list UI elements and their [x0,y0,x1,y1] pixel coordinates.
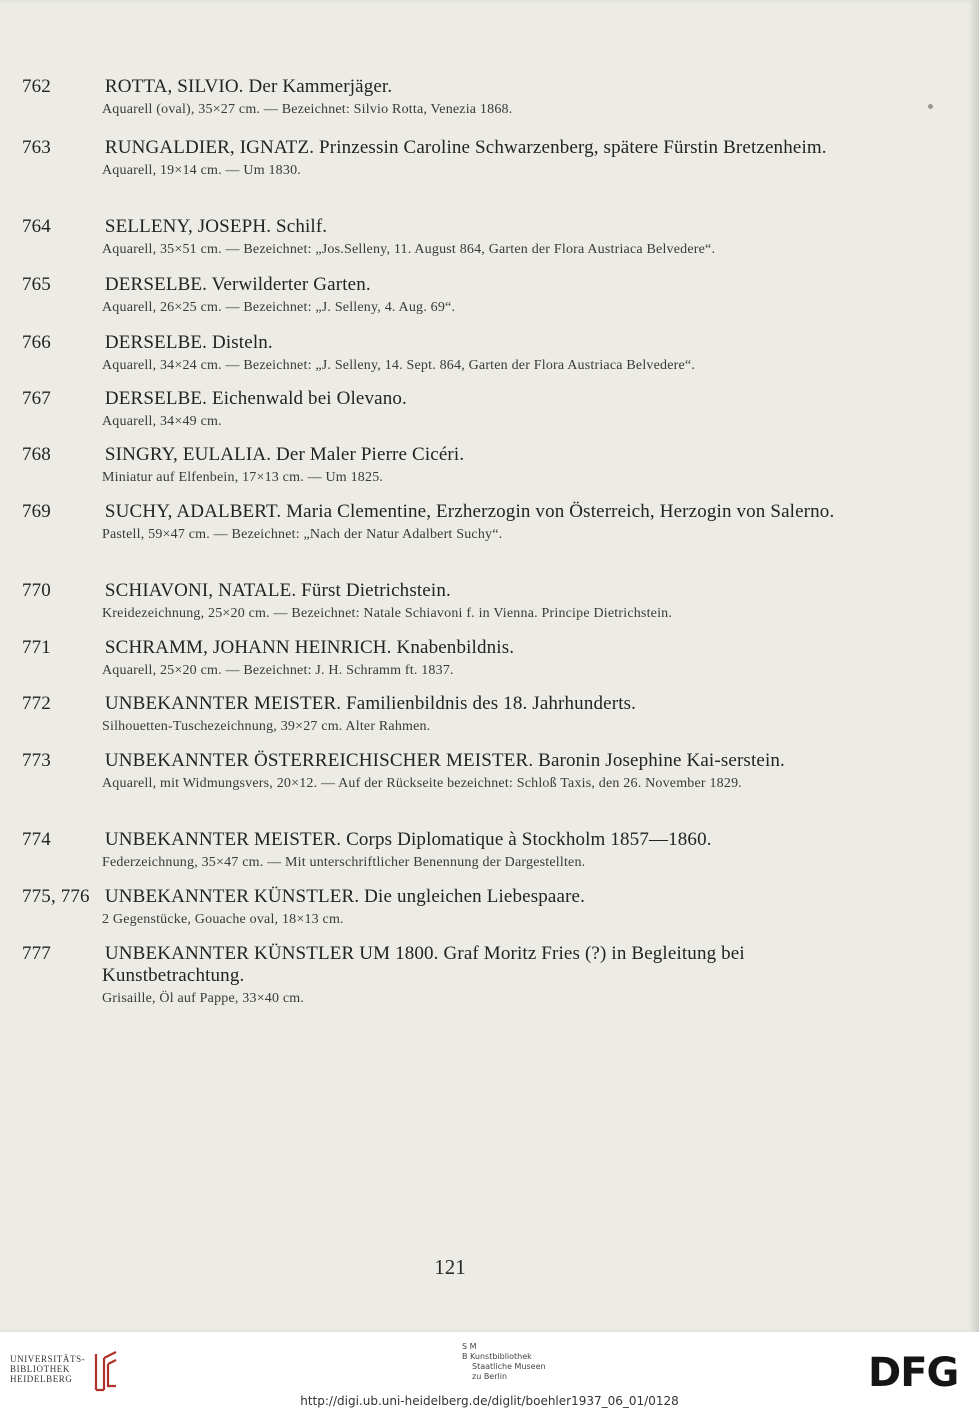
entry-title [22,886,850,908]
entry-title [22,444,850,466]
catalog-entry-767 [22,388,850,431]
entry-title [22,137,850,159]
entry-description: Aquarell, 34×24 cm. — Bezeichnet: „J. Selleny, 14. Sept. 864, Garten der Flora Austriaca Belvedere“. [102,358,696,373]
entry-title-text: RUNGALDIER, IGNATZ. Prinzessin Caroline Schwarzenberg, spätere Fürstin Bretzenheim. [104,137,827,158]
entry-title [22,216,850,238]
entry-description: Aquarell, mit Widmungsvers, 20×12. — Auf der Rückseite bezeichnet: Schloß Taxis, den 26. November 1829. [102,776,742,791]
speck [928,104,933,109]
entry-title-text: UNBEKANNTER ÖSTERREICHISCHER MEISTER. Baronin Josephine Kai-serstein. [104,750,785,771]
entry-title-text: UNBEKANNTER MEISTER. Corps Diplomatique à Stockholm 1857—1860. [104,829,712,850]
viewer-footer [0,1332,979,1412]
entry-description: Miniatur auf Elfenbein, 17×13 cm. — Um 1825. [102,470,384,485]
entry-title-text: DERSELBE. Disteln. [104,332,273,353]
dfg-logo[interactable]: DFG [868,1350,959,1396]
entry-title-text: ROTTA, SILVIO. Der Kammerjäger. [104,76,393,97]
ub-emblem-icon [92,1350,120,1394]
permalink-url[interactable]: http://digi.ub.uni-heidelberg.de/diglit/boehler1937_06_01/0128 [300,1394,679,1408]
page-number: 121 [434,1255,466,1279]
entry-number: 768 [22,444,51,465]
entry-description: Silhouetten-Tuschezeichnung, 39×27 cm. Alter Rahmen. [102,719,431,734]
catalog-entry-765 [22,274,850,317]
sm-logo-line: S M [462,1342,477,1351]
entry-title-text: DERSELBE. Verwilderter Garten. [104,274,371,295]
catalog-entry-763 [22,137,850,180]
catalog-entry-769 [22,501,850,544]
entry-number: 770 [22,580,51,601]
ub-logo-line: UNIVERSITÄTS- [10,1354,86,1364]
entry-title-text: SCHIAVONI, NATALE. Fürst Dietrichstein. [104,580,451,601]
sm-logo-line: Staatliche Museen [472,1362,546,1371]
entry-title [22,943,850,987]
entry-number: 771 [22,637,51,658]
entry-number: 764 [22,216,51,237]
entry-title-text: SCHRAMM, JOHANN HEINRICH. Knabenbildnis. [104,637,515,658]
entry-title-text: UNBEKANNTER KÜNSTLER. Die ungleichen Liebespaare. [104,886,586,907]
entry-title-text: UNBEKANNTER KÜNSTLER UM 1800. Graf Moritz Fries (?) in Begleitung bei Kunstbetrachtung. [102,943,745,986]
entry-description: Pastell, 59×47 cm. — Bezeichnet: „Nach der Natur Adalbert Suchy“. [102,527,503,542]
ub-logo-line: HEIDELBERG [10,1374,73,1384]
entry-title-text: DERSELBE. Eichenwald bei Olevano. [104,388,407,409]
catalog-entry-773 [22,750,850,793]
entry-title [22,637,850,659]
catalog-entry-775-776 [22,886,850,929]
entry-number: 773 [22,750,51,771]
entry-description: Aquarell, 35×51 cm. — Bezeichnet: „Jos.Selleny, 11. August 864, Garten der Flora Austriaca Belvedere“. [102,242,716,257]
entry-number: 762 [22,76,51,97]
entry-title-text: SINGRY, EULALIA. Der Maler Pierre Cicéri. [104,444,465,465]
entry-title [22,693,850,715]
sm-logo-line: B Kunstbibliothek [462,1352,532,1361]
page-edge [971,0,979,1332]
entry-number: 765 [22,274,51,295]
entry-title [22,580,850,602]
catalog-entry-764 [22,216,850,259]
entry-title [22,76,850,98]
catalog-entry-771 [22,637,850,680]
entry-title [22,501,850,523]
entry-title [22,332,850,354]
entry-title-text: SUCHY, ADALBERT. Maria Clementine, Erzherzogin von Österreich, Herzogin von Salerno. [104,501,835,522]
ub-logo-text [10,1354,90,1384]
sm-logo-line: zu Berlin [472,1372,508,1381]
entry-number: 772 [22,693,51,714]
entry-title [22,750,850,772]
entry-description: Kreidezeichnung, 25×20 cm. — Bezeichnet: Natale Schiavoni f. in Vienna. Principe Dietrichstein. [102,606,673,621]
entry-number: 766 [22,332,51,353]
entry-number: 777 [22,943,51,964]
entry-title [22,274,850,296]
entry-description: Federzeichnung, 35×47 cm. — Mit unterschriftlicher Benennung der Dargestellten. [102,855,586,870]
entry-title-text: SELLENY, JOSEPH. Schilf. [104,216,328,237]
entry-description: Aquarell, 34×49 cm. [102,414,222,429]
entry-number: 775, 776 [22,886,90,907]
entry-description: Aquarell, 19×14 cm. — Um 1830. [102,163,301,178]
entry-description: Aquarell, 25×20 cm. — Bezeichnet: J. H. Schramm ft. 1837. [102,663,454,678]
entry-number: 767 [22,388,51,409]
catalog-entry-777 [22,943,850,1008]
entry-title-text: UNBEKANNTER MEISTER. Familienbildnis des 18. Jahrhunderts. [104,693,637,714]
catalog-entry-762 [22,76,850,119]
entry-description: 2 Gegenstücke, Gouache oval, 18×13 cm. [102,912,344,927]
catalog-entry-766 [22,332,850,375]
entry-description: Aquarell, 26×25 cm. — Bezeichnet: „J. Selleny, 4. Aug. 69“. [102,300,456,315]
catalog-entry-768 [22,444,850,487]
entry-number: 774 [22,829,51,850]
entry-title [22,829,850,851]
entry-title [22,388,850,410]
entry-description: Aquarell (oval), 35×27 cm. — Bezeichnet: Silvio Rotta, Venezia 1868. [102,102,513,117]
entry-number: 769 [22,501,51,522]
catalog-entry-772 [22,693,850,736]
ub-logo-line: BIBLIOTHEK [10,1364,70,1374]
smb-kunstbibliothek-logo[interactable] [462,1342,546,1382]
entry-description: Grisaille, Öl auf Pappe, 33×40 cm. [102,991,305,1006]
catalog-entry-770 [22,580,850,623]
entry-number: 763 [22,137,51,158]
catalog-entry-774 [22,829,850,872]
